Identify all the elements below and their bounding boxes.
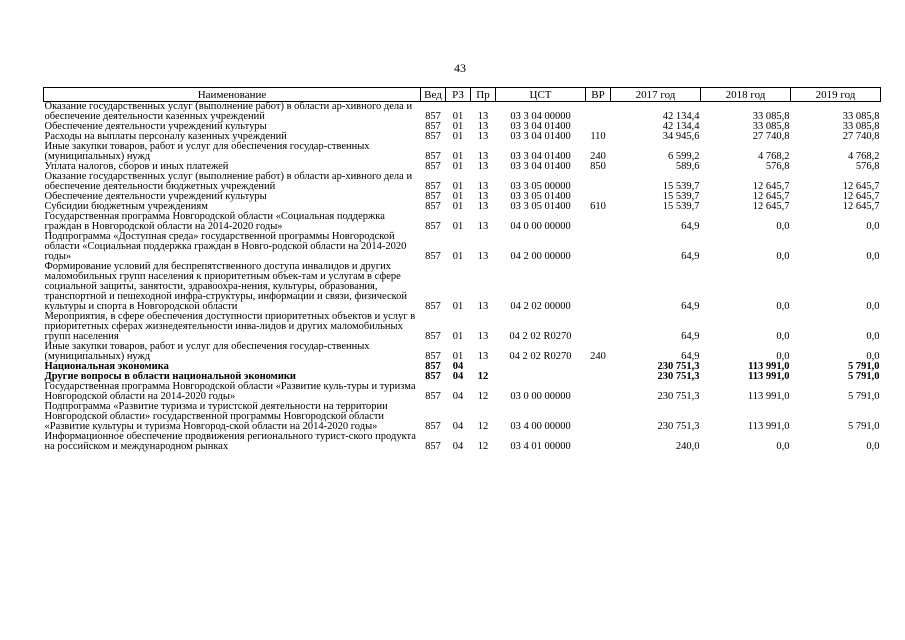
- row-value-2019: 12 645,7: [842, 201, 880, 212]
- header-cst: ЦСТ: [496, 88, 586, 102]
- row-pr: 12: [477, 441, 489, 452]
- row-ved: 857: [425, 131, 441, 142]
- row-value-2019: 5 791,0: [848, 371, 880, 382]
- row-ved: 857: [425, 181, 441, 192]
- row-vr: [586, 402, 611, 432]
- table-body: [44, 102, 881, 453]
- row-ved: 857: [425, 361, 441, 372]
- row-value-2019: 27 740,8: [842, 131, 880, 142]
- row-value-2018: 12 645,7: [752, 181, 790, 192]
- row-value-2017: 64,9: [681, 221, 700, 232]
- row-value-2019: 33 085,8: [842, 111, 880, 122]
- table-row: [44, 342, 881, 362]
- row-name: Обеспечение деятельности учреждений культуры: [44, 191, 267, 202]
- row-pr: 13: [477, 191, 489, 202]
- row-value-2019: 5 791,0: [848, 421, 880, 432]
- row-vr: [586, 382, 611, 402]
- row-name: Национальная экономика: [44, 361, 169, 372]
- row-cst: 03 3 04 01400: [510, 151, 571, 162]
- header-name: Наименование: [44, 88, 421, 102]
- row-vr: [586, 172, 611, 192]
- header-ved: Вед: [421, 88, 446, 102]
- row-cst: 03 3 04 01400: [510, 131, 571, 142]
- row-cst: 03 3 05 00000: [510, 181, 571, 192]
- table-row: [44, 432, 881, 452]
- row-vr: 850: [590, 161, 606, 172]
- row-name: Государственная программа Новгородской области «Развитие куль-туры и туризма Новгородской области на 2014-2020 годы»: [44, 381, 416, 402]
- row-ved: 857: [425, 301, 441, 312]
- row-rz: 04: [452, 421, 464, 432]
- row-value-2017: 15 539,7: [662, 191, 700, 202]
- row-rz: 01: [452, 221, 464, 232]
- row-name: Субсидии бюджетным учреждениям: [44, 201, 208, 212]
- row-vr: 240: [590, 151, 606, 162]
- table-row: [44, 102, 881, 123]
- row-rz: 04: [452, 391, 464, 402]
- row-vr: [586, 432, 611, 452]
- table-row: [44, 382, 881, 402]
- row-ved: 857: [425, 191, 441, 202]
- row-name: Формирование условий для беспрепятственного доступа инвалидов и других маломобильных групп населения к приоритетным объек-там и услугам в сфере социальной защиты, занятости, здравоохра-нения, культуры, образования, транспортной и пешеходной инфра-структуры, информации и связи, физической культуры и спорта в Новгородской области: [44, 261, 408, 312]
- table-row: [44, 142, 881, 162]
- row-ved: 857: [425, 151, 441, 162]
- row-value-2017: 6 599,2: [668, 151, 700, 162]
- row-name: Подпрограмма «Доступная среда» государственной программы Новгородской области «Социальная поддержка граждан в Новго-родской области на 2014-2020 годы»: [44, 231, 407, 262]
- row-value-2017: 589,6: [675, 161, 700, 172]
- row-pr: 13: [477, 111, 489, 122]
- row-ved: 857: [425, 111, 441, 122]
- row-name: Подпрограмма «Развитие туризма и туристской деятельности на территории Новгородской области» государственной программы Новгородской области «Развитие культуры и туризма Новгород-ской области на 2014-2020 годы»: [44, 401, 388, 432]
- row-value-2018: 113 991,0: [748, 371, 790, 382]
- row-rz: 04: [452, 371, 464, 382]
- row-value-2018: 113 991,0: [747, 421, 790, 432]
- row-value-2017: 15 539,7: [662, 201, 700, 212]
- row-rz: 01: [452, 191, 464, 202]
- header-vr: ВР: [586, 88, 611, 102]
- row-cst: 04 0 00 00000: [510, 221, 571, 232]
- row-pr: 13: [477, 351, 489, 362]
- row-value-2017: 64,9: [681, 301, 700, 312]
- header-2019: 2019 год: [791, 88, 881, 102]
- row-ved: 857: [425, 251, 441, 262]
- row-rz: 01: [452, 181, 464, 192]
- row-value-2019: 0,0: [866, 351, 880, 362]
- row-ved: 857: [425, 371, 441, 382]
- row-pr: 12: [477, 371, 489, 382]
- row-value-2018: 0,0: [776, 351, 790, 362]
- row-cst: 03 3 04 00000: [510, 111, 571, 122]
- row-name: Другие вопросы в области национальной экономики: [44, 371, 296, 382]
- row-vr: 610: [590, 201, 606, 212]
- row-vr: [586, 262, 611, 312]
- row-value-2018: 0,0: [776, 301, 790, 312]
- row-name: Обеспечение деятельности учреждений культуры: [44, 121, 267, 132]
- row-rz: 01: [452, 131, 464, 142]
- row-ved: 857: [425, 351, 441, 362]
- row-pr: 13: [477, 181, 489, 192]
- row-value-2019: 0,0: [866, 441, 880, 452]
- row-value-2017: 230 751,3: [657, 371, 700, 382]
- table-row: [44, 212, 881, 232]
- table-row: [44, 262, 881, 312]
- row-value-2019: 12 645,7: [842, 181, 880, 192]
- row-name: Иные закупки товаров, работ и услуг для обеспечения государ-ственных (муниципальных) нужд: [44, 341, 370, 362]
- row-cst: 03 3 04 01400: [510, 161, 571, 172]
- row-ved: 857: [425, 421, 441, 432]
- row-rz: 04: [452, 441, 464, 452]
- row-pr: 13: [477, 161, 489, 172]
- row-cst: 04 2 02 R0270: [509, 351, 572, 362]
- row-ved: 857: [425, 161, 441, 172]
- row-pr: 13: [477, 251, 489, 262]
- row-rz: 01: [452, 111, 464, 122]
- row-value-2018: 0,0: [776, 251, 790, 262]
- row-vr: [586, 362, 611, 372]
- row-value-2019: 5 791,0: [848, 361, 880, 372]
- row-pr: 13: [477, 221, 489, 232]
- row-pr: 13: [477, 201, 489, 212]
- row-value-2019: 0,0: [866, 331, 880, 342]
- row-name: Иные закупки товаров, работ и услуг для обеспечения государ-ственных (муниципальных) нужд: [44, 141, 370, 162]
- header-2018: 2018 год: [701, 88, 791, 102]
- row-value-2019: 0,0: [866, 301, 880, 312]
- row-rz: 01: [452, 121, 464, 132]
- header-pr: Пр: [471, 88, 496, 102]
- table-header-row: [44, 88, 881, 102]
- row-pr: 12: [477, 391, 489, 402]
- table-row: [44, 172, 881, 192]
- row-value-2017: 42 134,4: [662, 121, 700, 132]
- row-cst: 03 3 04 01400: [510, 121, 571, 132]
- row-value-2018: 113 991,0: [748, 361, 790, 372]
- row-vr: [586, 372, 611, 382]
- row-cst: 04 2 02 R0270: [509, 331, 572, 342]
- row-rz: 04: [452, 361, 464, 372]
- header-2017: 2017 год: [611, 88, 701, 102]
- row-name: Оказание государственных услуг (выполнение работ) в области ар-хивного дела и обеспечение деятельности бюджетных учреждений: [44, 171, 413, 192]
- row-cst: 03 4 01 00000: [510, 441, 571, 452]
- row-value-2017: 42 134,4: [662, 111, 700, 122]
- row-pr: 13: [477, 301, 489, 312]
- row-vr: [586, 232, 611, 262]
- row-value-2018: 12 645,7: [752, 191, 790, 202]
- row-value-2018: 0,0: [776, 441, 790, 452]
- header-rz: РЗ: [446, 88, 471, 102]
- row-ved: 857: [425, 441, 441, 452]
- row-value-2017: 64,9: [681, 251, 700, 262]
- row-value-2019: 12 645,7: [842, 191, 880, 202]
- page-number: 43: [454, 61, 466, 75]
- row-value-2017: 15 539,7: [662, 181, 700, 192]
- row-value-2017: 64,9: [681, 331, 700, 342]
- row-pr: 13: [477, 121, 489, 132]
- row-value-2018: 33 085,8: [752, 121, 790, 132]
- row-rz: 01: [452, 301, 464, 312]
- row-value-2018: 33 085,8: [752, 111, 790, 122]
- row-pr: 13: [477, 331, 489, 342]
- row-pr: 13: [477, 151, 489, 162]
- row-name: Государственная программа Новгородской области «Социальная поддержка граждан в Новгородской области на 2014-2020 годы»: [44, 211, 385, 232]
- row-cst: 04 2 02 00000: [510, 301, 571, 312]
- row-vr: [586, 212, 611, 232]
- row-value-2017: 240,0: [675, 441, 700, 452]
- row-ved: 857: [425, 201, 441, 212]
- row-cst: [496, 362, 586, 372]
- table-row: [44, 232, 881, 262]
- row-pr: 13: [477, 131, 489, 142]
- table-row: [44, 402, 881, 432]
- row-ved: 857: [425, 391, 441, 402]
- row-value-2017: 34 945,6: [662, 131, 700, 142]
- row-value-2018: 27 740,8: [752, 131, 790, 142]
- row-name: Оказание государственных услуг (выполнение работ) в области ар-хивного дела и обеспечение деятельности казенных учреждений: [44, 101, 413, 122]
- row-cst: 03 4 00 00000: [510, 421, 571, 432]
- row-value-2017: 64,9: [681, 351, 700, 362]
- row-ved: 857: [425, 121, 441, 132]
- row-rz: 01: [452, 331, 464, 342]
- row-cst: 03 3 05 01400: [510, 201, 571, 212]
- row-value-2018: 12 645,7: [752, 201, 790, 212]
- row-value-2018: 4 768,2: [758, 151, 790, 162]
- row-value-2019: 0,0: [866, 251, 880, 262]
- budget-table: [43, 87, 881, 452]
- row-value-2018: 0,0: [776, 221, 790, 232]
- row-vr: [586, 312, 611, 342]
- row-rz: 01: [452, 201, 464, 212]
- row-cst: 04 2 00 00000: [510, 251, 571, 262]
- row-pr: 12: [477, 421, 489, 432]
- row-value-2017: 230 751,3: [657, 421, 700, 432]
- row-value-2019: 33 085,8: [842, 121, 880, 132]
- row-value-2019: 5 791,0: [848, 391, 880, 402]
- table-row: [44, 312, 881, 342]
- row-value-2017: 230 751,3: [657, 391, 700, 402]
- row-cst: 03 0 00 00000: [510, 391, 571, 402]
- row-value-2018: 576,8: [765, 161, 790, 172]
- row-value-2019: 0,0: [866, 221, 880, 232]
- row-ved: 857: [425, 221, 441, 232]
- row-value-2019: 576,8: [855, 161, 880, 172]
- row-rz: 01: [452, 151, 464, 162]
- row-vr: [586, 102, 611, 123]
- row-value-2018: 0,0: [776, 331, 790, 342]
- row-cst: [496, 372, 586, 382]
- row-vr: 240: [590, 351, 606, 362]
- row-value-2019: 4 768,2: [848, 151, 880, 162]
- row-name: Мероприятия, в сфере обеспечения доступности приоритетных объектов и услуг в приоритетных сферах жизнедеятельности инва-лидов и других маломобильных групп населения: [44, 311, 416, 342]
- row-rz: 01: [452, 251, 464, 262]
- row-vr: 110: [590, 131, 606, 142]
- row-name: Информационное обеспечение продвижения регионального турист-ского продукта на российском и международном рынках: [44, 431, 416, 452]
- row-rz: 01: [452, 161, 464, 172]
- row-ved: 857: [425, 331, 441, 342]
- row-value-2018: 113 991,0: [747, 391, 790, 402]
- row-cst: 03 3 05 01400: [510, 191, 571, 202]
- row-value-2017: 230 751,3: [657, 361, 700, 372]
- row-name: Расходы на выплаты персоналу казенных учреждений: [44, 131, 287, 142]
- row-name: Уплата налогов, сборов и иных платежей: [44, 161, 229, 172]
- row-rz: 01: [452, 351, 464, 362]
